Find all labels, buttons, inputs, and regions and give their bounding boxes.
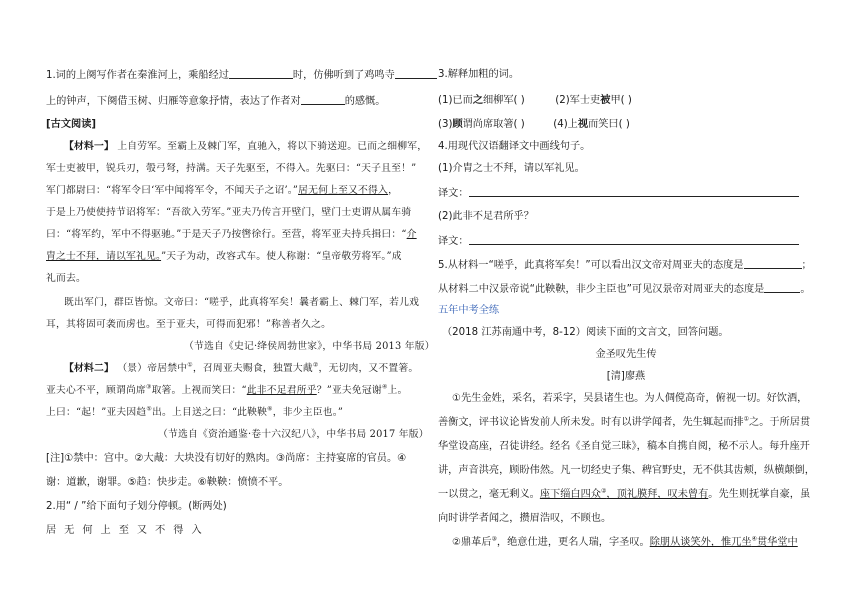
answer-blank[interactable] [764,282,800,293]
passage-title: 金圣叹先生传 [595,349,657,360]
material-1-line-1: 【材料一】 上自劳军。至霸上及棘门军，直驰入，将以下骑送迎。已而之细柳军， [64,141,428,152]
translation-blank[interactable] [469,234,799,245]
answer-blank[interactable] [301,94,345,105]
passage-p1-line-1: ①先生金姓，采名，若采字，吴县诸生也。为人倜傥高奇，俯视一切。好饮酒， [452,393,808,404]
material-1-line-3: 军门都尉曰：“将军令曰‘军中闻将军令，不闻天子之诏’。”居无何上至又不得入， [46,185,399,196]
question-1-line-2: 上的钟声，下阕借玉树、归雁等意象抒情，表达了作者对 的感慨。 [46,96,386,107]
passage-p1-line-6: 向时讲学者闻之，攒眉浩叹，不顾也。 [438,513,612,524]
answer-blank[interactable] [395,68,437,79]
question-4-answer-1: 译文： [438,186,799,201]
question-3-items-row-2: (3)顾谓尚席取箸( ) (4)上视而笑曰( ) [438,119,630,130]
reading-source-line: （2018 江苏南通中考，8-12）阅读下面的文言文，回答问题。 [442,327,729,338]
question-1-line-1: 1.词的上阕写作者在秦淮河上，乘船经过 时，仿佛听到了鸡鸣寺 [46,68,437,83]
material-2-label: 【材料二】 [64,363,114,374]
material-1-line-7: 礼而去。 [46,273,86,284]
question-4-item-1: (1)介胄之士不拜，请以军礼见。 [438,163,585,174]
question-2: 2.用“ / ”给下面句子划分停顿。(断两处) [46,501,227,512]
passage-p2-line-1: ②鼎革后③，绝意仕进，更名人瑞，字圣叹。除朋从谈笑外，惟兀坐④贯华堂中 [452,535,798,548]
material-1-line-4: 于是上乃使使持节诏将军：“吾欲入劳军。”亚夫乃传言开壁门，壁门士吏谓从属车骑 [46,207,412,218]
underlined-sentence: 座下缁白四众②，顶礼膜拜，叹未曾有 [539,487,709,500]
underlined-sentence: 胄之士不拜，请以军礼见。 [46,251,162,262]
material-1-line-8: 既出军门，群臣皆惊。文帝曰：“嗟乎，此真将军矣！曩者霸上、棘门军，若儿戏 [64,297,420,308]
passage-p1-line-2: 善衡文，评书议论皆发前人所未发。时有以讲学闻者，先生辄起而排①之。于所居贯 [438,415,811,428]
underlined-sentence: 居无何上至又不得入 [298,185,389,196]
question-3-items-row-1: (1)已而之细柳军( ) (2)军士吏被甲( ) [438,95,632,106]
passage-author: [清]廖燕 [606,371,646,382]
material-1-line-5: 曰：“将军约，军中不得驱驰。”于是天子乃按辔徐行。至营，将军亚夫持兵揖曰：“介 [46,229,417,240]
answer-blank[interactable] [229,68,293,79]
passage-p1-line-3: 华堂设高座，召徒讲经。经名《圣自觉三昧》，稿本自携自阅，秘不示人。每升座开 [438,441,810,452]
underlined-sentence: 除朋从谈笑外，惟兀坐④贯华堂中 [649,535,798,548]
underlined-sentence: 此非不足君所乎 [246,385,317,396]
passage-p1-line-5: 一以贯之，毫无剩义。座下缁白四众②，顶礼膜拜，叹未曾有。先生则抚掌自豪，虽 [438,487,811,500]
question-5-line-2: 从材料二中汉景帝说“此鞅鞅，非少主臣也”可见汉景帝对周亚夫的态度是 。 [438,284,811,295]
notes-line-2: 谢：道歉，谢罪。⑤趋：快步走。⑥鞅鞅：愤愤不平。 [46,477,289,488]
material-1-line-6: 胄之士不拜，请以军礼见。”天子为动，改容式车。使人称谢：“皇帝敬劳将军。”成 [46,251,402,262]
passage-p1-line-4: 讲，声音洪亮，顾盼伟然。凡一切经史子集、稗官野史，无不供其齿颊，纵横颠倒， [438,465,815,476]
question-4-answer-2: 译文： [438,234,799,249]
question-4: 4.用现代汉语翻译文中画线句子。 [438,141,591,152]
material-2-line-2: 亚夫心不平，顾谓尚席③取箸。上视而笑曰：“此非不足君所乎？”亚夫免冠谢④上。 [46,383,408,396]
material-1-line-2: 军士吏被甲，锐兵刃，彀弓弩，持满。天子先驱至，不得入。先驱曰：“天子且至！” [46,163,417,174]
question-3: 3.解释加粗的词。 [438,69,520,80]
translation-blank[interactable] [469,186,799,197]
material-1-line-9: 耳，其将固可袭而虏也。至于亚夫，可得而犯邪！”称善者久之。 [46,319,332,330]
answer-blank[interactable] [744,258,802,269]
practice-heading: 五年中考全练 [438,305,500,316]
question-2-sentence[interactable]: 居无何上至又不得入 [46,525,210,536]
section-title: [古文阅读] [46,119,97,130]
question-5-line-1: 5.从材料一“嗟乎，此真将军矣！”可以看出汉文帝对周亚夫的态度是 ； [438,260,812,271]
material-2-line-1: 【材料二】 （景）帝居禁中①，召周亚夫赐食，独置大胾②，无切肉，又不置箸。 [64,361,419,374]
question-4-item-2: (2)此非不足君所乎？ [438,211,534,222]
material-1-label: 【材料一】 [64,141,114,152]
notes-line-1: [注]①禁中：宫中。②大胾：大块没有切好的熟肉。③尚席：主持宴席的官员。④ [46,453,407,464]
underlined-sentence: 介 [406,229,417,240]
material-1-source: （节选自《史记·绛侯周勃世家》，中华书局 2013 年版） [184,341,435,352]
material-2-source: （节选自《资治通鉴·卷十六汉纪八》，中华书局 2017 年版） [158,429,429,440]
material-2-line-3: 上曰：“起！”亚夫因趋⑤出。上目送之曰：“此鞅鞅⑥，非少主臣也。” [46,405,344,418]
